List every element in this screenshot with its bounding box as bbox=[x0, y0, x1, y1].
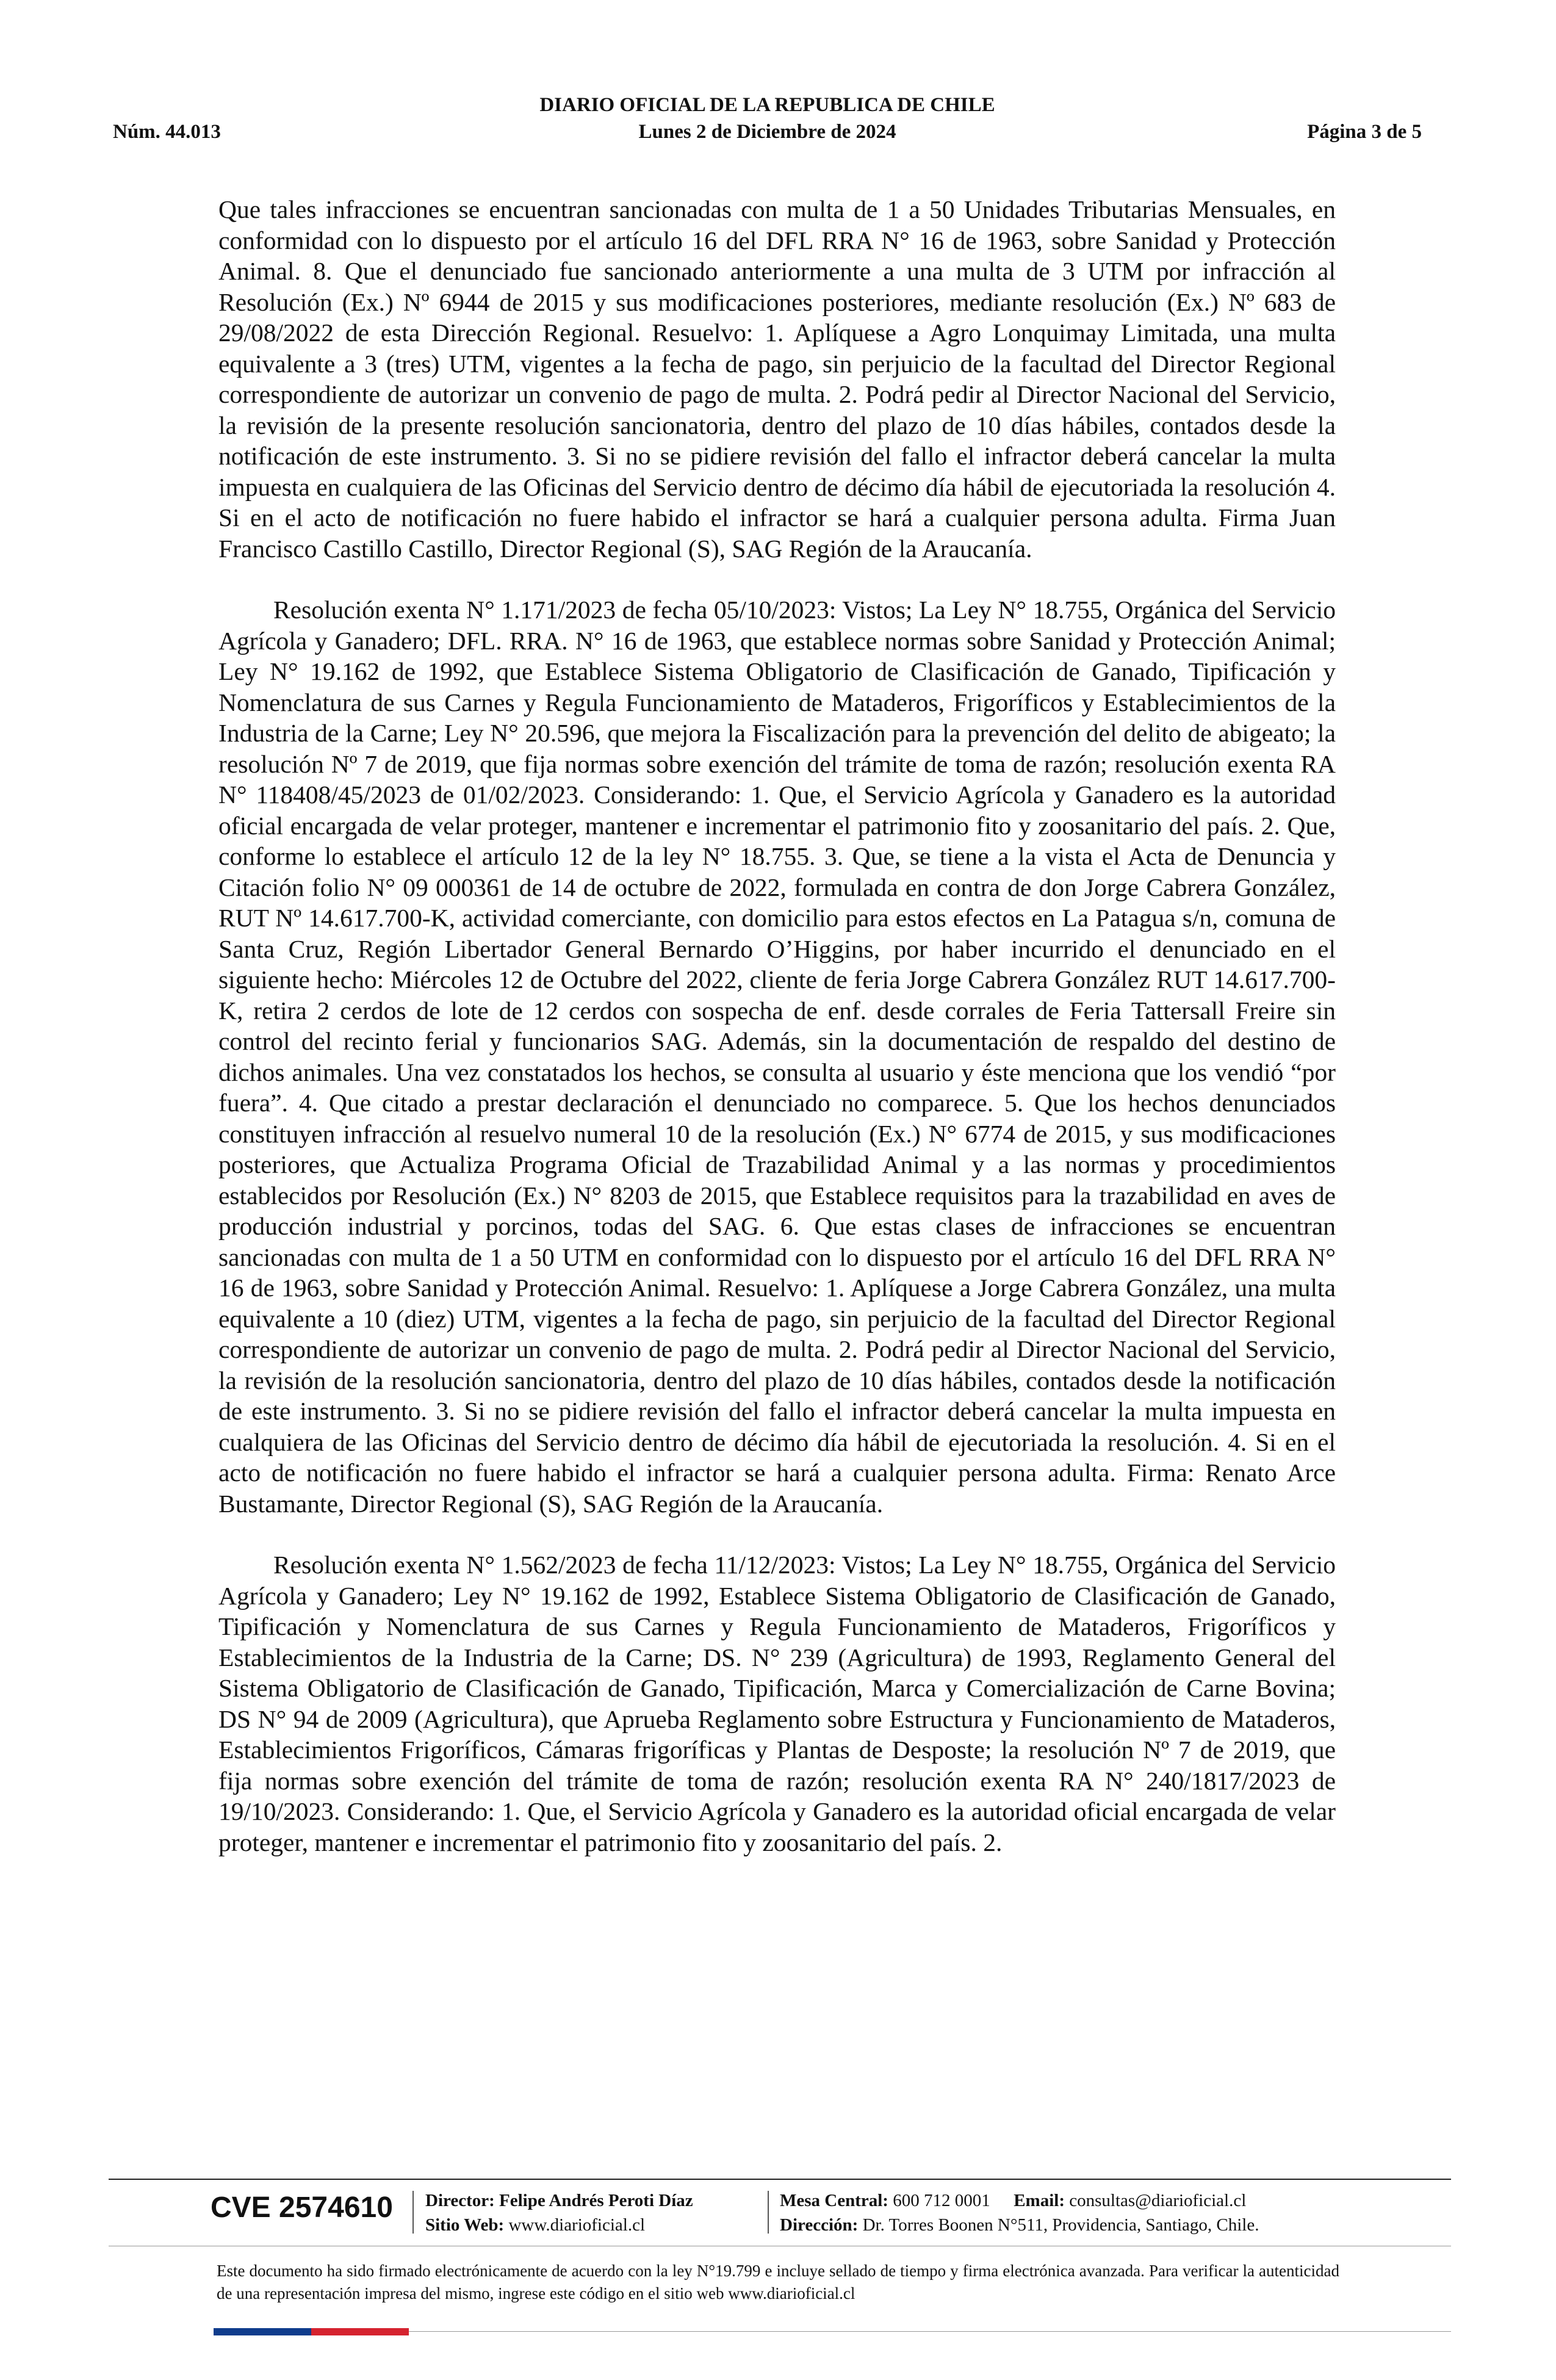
footer-top-divider bbox=[109, 2179, 1451, 2180]
footer-contact-block bbox=[780, 2188, 1259, 2237]
address-text: Dr. Torres Boonen N°511, Providencia, Santiago, Chile. bbox=[862, 2215, 1259, 2235]
director-label: Director: bbox=[425, 2191, 495, 2210]
director-line bbox=[425, 2188, 693, 2213]
flag-blue-segment bbox=[214, 2328, 311, 2335]
chile-flag-stripe bbox=[214, 2328, 409, 2335]
contact-line bbox=[780, 2188, 1259, 2213]
publication-title: DIARIO OFICIAL DE LA REPUBLICA DE CHILE bbox=[539, 94, 995, 116]
address-line bbox=[780, 2213, 1259, 2237]
signature-disclaimer: Este documento ha sido firmado electrónicamente de acuerdo con la ley N°19.799 e incluye sellado de tiempo y firma electrónica avanzada. Para verificar la autenticidad de una representación impresa del mismo, ingrese este código en el sitio web www.diarioficial.cl bbox=[217, 2262, 1339, 2302]
email-label: Email: bbox=[1014, 2191, 1065, 2210]
paragraph-resolution-1171: Resolución exenta N° 1.171/2023 de fecha 05/10/2023: Vistos; La Ley N° 18.755, Orgánica del Servicio Agrícola y Ganadero; DFL. RRA. N° 16 de 1963, que establece normas sobre Sanidad y Protección Animal; Ley N° 19.162 de 1992, que Establece Sistema Obligatorio de Clasificación de Ganado, Tipificación y Nomenclatura de sus Carnes y Regula Funcionamiento de Mataderos, Frigoríficos y Establecimientos de la Industria de la Carne; Ley N° 20.596, que mejora la Fiscalización para la prevención del delito de abigeato; la resolución Nº 7 de 2019, que fija normas sobre exención del trámite de toma de razón; resolución exenta RA N° 118408/45/2023 de 01/02/2023. Considerando: 1. Que, el Servicio Agrícola y Ganadero es la autoridad oficial encargada de velar proteger, mantener e incrementar el patrimonio fito y zoosanitario del país. 2. Que, conforme lo establece el artículo 12 de la ley N° 18.755. 3. Que, se tiene a la vista el Acta de Denuncia y Citación folio N° 09 000361 de 14 de octubre de 2022, formulada en contra de don Jorge Cabrera González, RUT Nº 14.617.700-K, actividad comerciante, con domicilio para estos efectos en La Patagua s/n, comuna de Santa Cruz, Región Libertador General Bernardo O’Higgins, por haber incurrido el denunciado en el siguiente hecho: Miércoles 12 de Octubre del 2022, cliente de feria Jorge Cabrera González RUT 14.617.700-K, retira 2 cerdos de lote de 12 cerdos con sospecha de enf. desde corrales de Feria Tattersall Freire sin control del recinto ferial y funcionarios SAG. Además, sin la documentación de respaldo del destino de dichos animales. Una vez constatados los hechos, se consulta al usuario y éste menciona que los vendió “por fuera”. 4. Que citado a prestar declaración el denunciado no comparece. 5. Que los hechos denunciados constituyen infracción al resuelvo numeral 10 de la resolución (Ex.) N° 6774 de 2015, y sus modificaciones posteriores, que Actualiza Programa Oficial de Trazabilidad Animal y a las normas y procedimientos establecidos por Resolución (Ex.) N° 8203 de 2015, que Establece requisitos para la trazabilidad en aves de producción industrial y porcinos, todas del SAG. 6. Que estas clases de infracciones se encuentran sancionadas con multa de 1 a 50 UTM en conformidad con lo dispuesto por el artículo 16 del DFL RRA N° 16 de 1963, sobre Sanidad y Protección Animal. Resuelvo: 1. Aplíquese a Jorge Cabrera González, una multa equivalente a 10 (diez) UTM, vigentes a la fecha de pago, sin perjuicio de la facultad del Director Regional correspondiente de autorizar un convenio de pago de multa. 2. Podrá pedir al Director Nacional del Servicio, la revisión de la resolución sancionatoria, dentro del plazo de 10 días hábiles, contados desde la notificación de este instrumento. 3. Si no se pidiere revisión del fallo el infractor deberá cancelar la multa impuesta en cualquiera de las Oficinas del Servicio dentro de décimo día hábil de ejecutoriada la resolución. 4. Si en el acto de notificación no fuere habido el infractor se hará a cualquier persona adulta. Firma: Renato Arce Bustamante, Director Regional (S), SAG Región de la Araucanía. bbox=[218, 596, 1336, 1518]
document-body bbox=[218, 194, 1336, 1888]
page-number: Página 3 de 5 bbox=[1307, 121, 1422, 143]
footer-bottom-divider bbox=[409, 2331, 1451, 2332]
flag-red-segment bbox=[311, 2328, 409, 2335]
website-line bbox=[425, 2213, 693, 2237]
cve-code: CVE 2574610 bbox=[211, 2191, 393, 2224]
email-link[interactable]: consultas@diarioficial.cl bbox=[1069, 2191, 1247, 2210]
phone-label: Mesa Central: bbox=[780, 2191, 888, 2210]
footer-director-block bbox=[425, 2188, 693, 2237]
footer-divider bbox=[412, 2191, 414, 2234]
website-label: Sitio Web: bbox=[425, 2215, 505, 2235]
address-label: Dirección: bbox=[780, 2215, 859, 2235]
paragraph-resolution-1562: Resolución exenta N° 1.562/2023 de fecha 11/12/2023: Vistos; La Ley N° 18.755, Orgánica del Servicio Agrícola y Ganadero; Ley N° 19.162 de 1992, Establece Sistema Obligatorio de Clasificación de Ganado, Tipificación y Nomenclatura de sus Carnes y Regula Funcionamiento de Mataderos, Frigoríficos y Establecimientos de la Industria de la Carne; DS. N° 239 (Agricultura) de 1993, Reglamento General del Sistema Obligatorio de Clasificación de Ganado, Tipificación, Marca y Comercialización de Carne Bovina; DS N° 94 de 2009 (Agricultura), que Aprueba Reglamento sobre Estructura y Funcionamiento de Mataderos, Establecimientos Frigoríficos, Cámaras frigoríficas y Plantas de Desposte; la resolución Nº 7 de 2019, que fija normas sobre exención del trámite de toma de razón; resolución exenta RA N° 240/1817/2023 de 19/10/2023. Considerando: 1. Que, el Servicio Agrícola y Ganadero es la autoridad oficial encargada de velar proteger, mantener e incrementar el patrimonio fito y zoosanitario del país. 2. bbox=[218, 1551, 1336, 1856]
page-header bbox=[113, 92, 1422, 153]
issue-number: Núm. 44.013 bbox=[113, 121, 221, 143]
paragraph-continuation: Que tales infracciones se encuentran sancionadas con multa de 1 a 50 Unidades Tributarias Mensuales, en conformidad con lo dispuesto por el artículo 16 del DFL RRA N° 16 de 1963, sobre Sanidad y Protección Animal. 8. Que el denunciado fue sancionado anteriormente a una multa de 3 UTM por infracción al Resolución (Ex.) Nº 6944 de 2015 y sus modificaciones posteriores, mediante resolución (Ex.) Nº 683 de 29/08/2022 de esta Dirección Regional. Resuelvo: 1. Aplíquese a Agro Lonquimay Limitada, una multa equivalente a 3 (tres) UTM, vigentes a la fecha de pago, sin perjuicio de la facultad del Director Regional correspondiente de autorizar un convenio de pago de multa. 2. Podrá pedir al Director Nacional del Servicio, la revisión de la presente resolución sancionatoria, dentro del plazo de 10 días hábiles, contados desde la notificación de este instrumento. 3. Si no se pidiere revisión del fallo el infractor deberá cancelar la multa impuesta en cualquiera de las Oficinas del Servicio dentro de décimo día hábil de ejecutoriada la resolución 4. Si en el acto de notificación no fuere habido el infractor se hará a cualquier persona adulta. Firma Juan Francisco Castillo Castillo, Director Regional (S), SAG Región de la Araucanía. bbox=[218, 195, 1336, 563]
phone-number: 600 712 0001 bbox=[893, 2191, 990, 2210]
footer-divider bbox=[768, 2191, 769, 2234]
website-link[interactable]: www.diarioficial.cl bbox=[508, 2215, 646, 2235]
publication-date: Lunes 2 de Diciembre de 2024 bbox=[638, 121, 896, 143]
director-name: Felipe Andrés Peroti Díaz bbox=[499, 2191, 693, 2210]
